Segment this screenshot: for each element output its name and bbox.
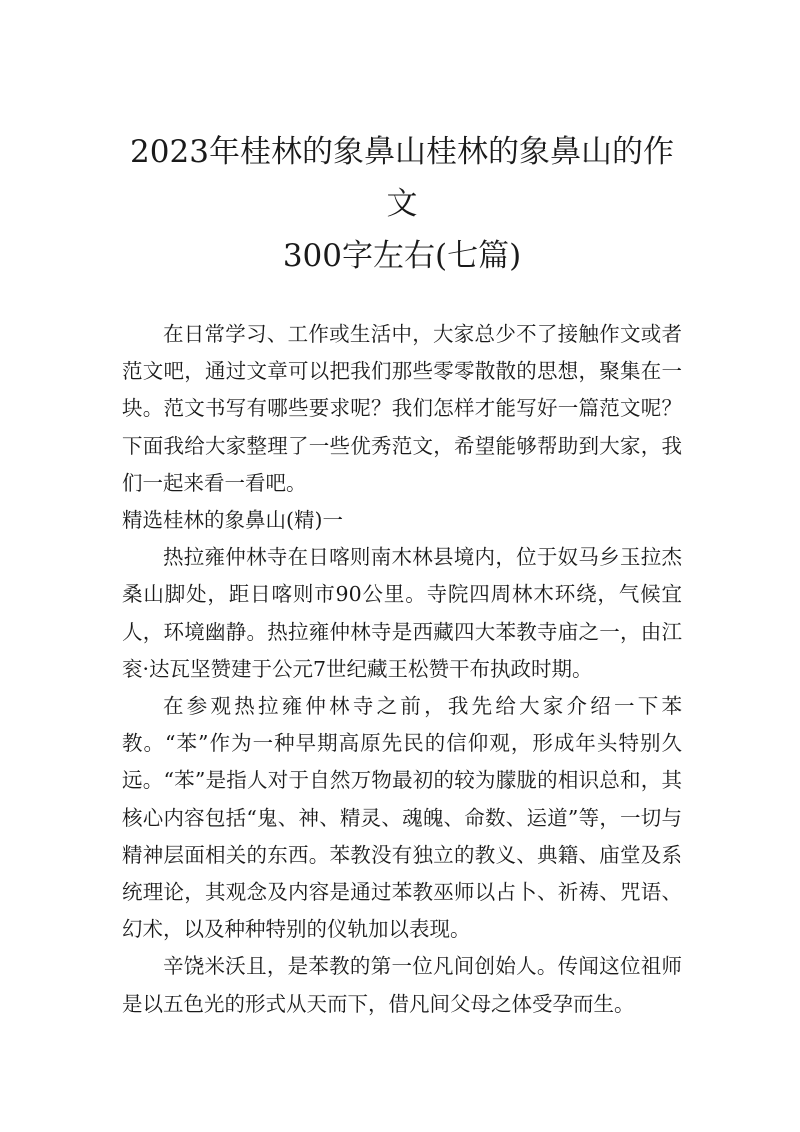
section-heading: 精选桂林的象鼻山(精)一 (122, 508, 343, 533)
title-line-1: 2023年桂林的象鼻山桂林的象鼻山的作文 (130, 134, 674, 222)
body-paragraph-3: 辛饶米沃且，是苯教的第一位凡间创始人。传闻这位祖师是以五色光的形式从天而下，借凡间父母之体受孕而生。 (122, 954, 682, 1016)
document-body (122, 316, 682, 1023)
body-paragraph-1: 热拉雍仲林寺在日喀则南木林县境内，位于奴马乡玉拉杰桑山脚处，距日喀则市90公里。寺院四周林木环绕，气候宜人，环境幽静。热拉雍仲林寺是西藏四大苯教寺庙之一，由江衮·达瓦坚赞建于公元7世纪藏王松赞干布执政时期。 (122, 545, 682, 681)
document-title (122, 126, 682, 282)
title-line-2: 300字左右(七篇) (282, 238, 522, 274)
intro-paragraph: 在日常学习、工作或生活中，大家总少不了接触作文或者范文吧，通过文章可以把我们那些零零散散的思想，聚集在一块。范文书写有哪些要求呢？我们怎样才能写好一篇范文呢？下面我给大家整理了一些优秀范文，希望能够帮助到大家，我们一起来看一看吧。 (122, 322, 682, 495)
body-paragraph-2: 在参观热拉雍仲林寺之前，我先给大家介绍一下苯教。“苯”作为一种早期高原先民的信仰观，形成年头特别久远。“苯”是指人对于自然万物最初的较为朦胧的相识总和，其核心内容包括“鬼、神、精灵、魂魄、命数、运道”等，一切与精神层面相关的东西。苯教没有独立的教义、典籍、庙堂及系统理论，其观念及内容是通过苯教巫师以占卜、祈祷、咒语、幻术，以及种种特别的仪轨加以表现。 (122, 694, 682, 942)
